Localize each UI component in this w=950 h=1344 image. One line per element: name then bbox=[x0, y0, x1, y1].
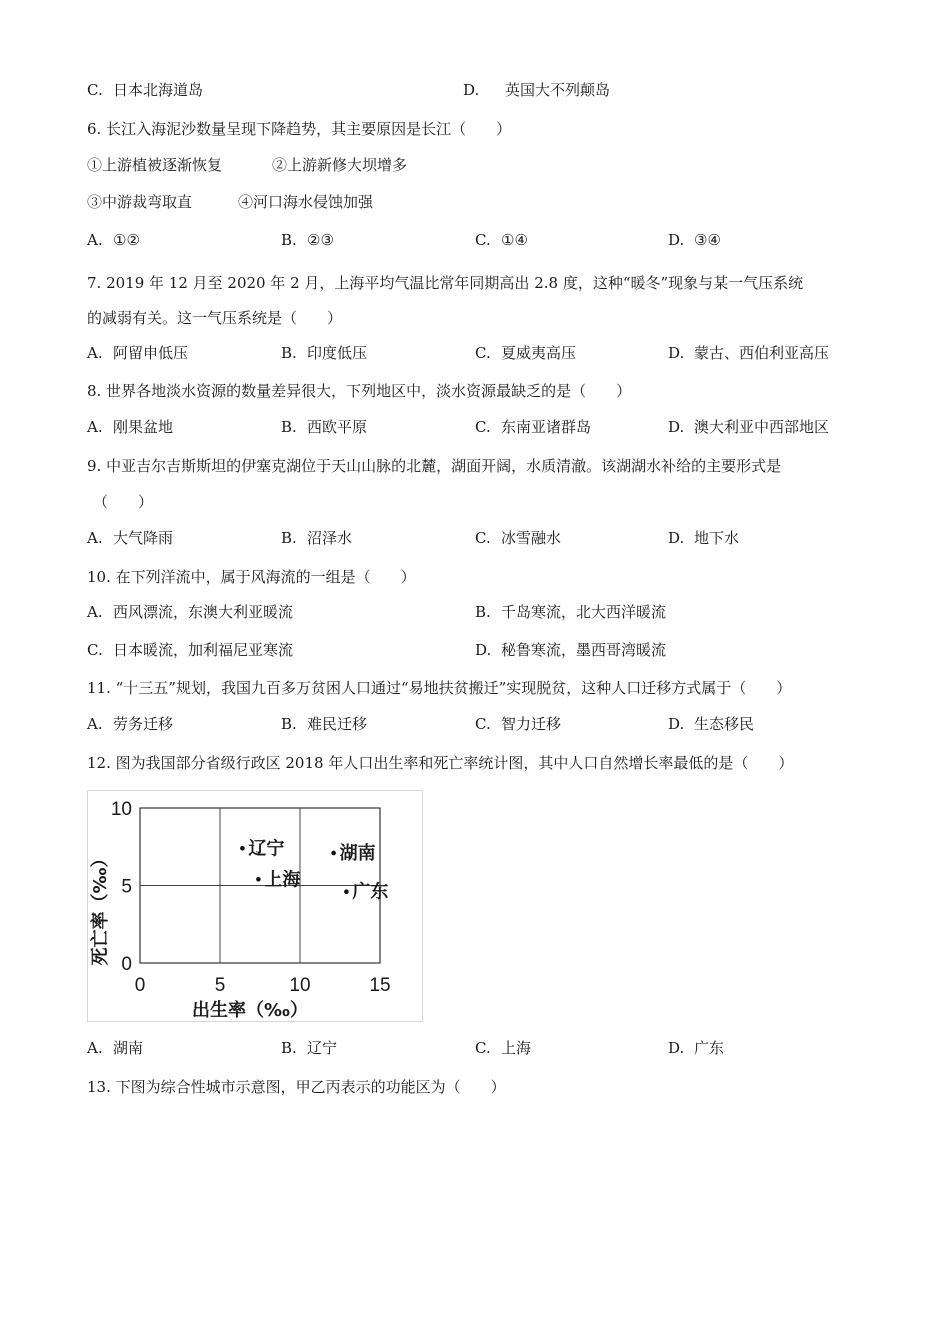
q10-option-a bbox=[87, 602, 293, 622]
q8-option-a bbox=[87, 417, 173, 437]
option-letter: A. bbox=[87, 603, 103, 621]
q9-option-a bbox=[87, 528, 173, 548]
q9-stem-line1: 9. 中亚吉尔吉斯斯坦的伊塞克湖位于天山山脉的北麓，湖面开阔，水质清澈。该湖湖水补给的主要形式是 bbox=[87, 457, 782, 475]
x-tick-label: 0 bbox=[134, 975, 146, 996]
q7-stem-line2: 的减弱有关。这一气压系统是（ ） bbox=[87, 309, 343, 327]
data-point bbox=[331, 851, 336, 856]
option-letter: D. bbox=[668, 1039, 685, 1057]
q8-option-d bbox=[668, 417, 829, 437]
option-text: 夏威夷高压 bbox=[501, 344, 577, 362]
q6-statement-2: ②上游新修大坝增多 bbox=[272, 156, 408, 174]
point-label: 湖南 bbox=[339, 842, 376, 864]
q10-option-c bbox=[87, 640, 293, 660]
q7-option-a bbox=[87, 343, 188, 363]
option-letter: C. bbox=[475, 1039, 491, 1057]
option-letter: C. bbox=[475, 529, 491, 547]
option-text: 地下水 bbox=[694, 529, 740, 547]
option-text: 千岛寒流，北大西洋暖流 bbox=[501, 603, 667, 621]
q8-option-b bbox=[281, 417, 367, 437]
option-text: 阿留申低压 bbox=[113, 344, 189, 362]
q6-option-b bbox=[281, 230, 334, 250]
option-letter: C. bbox=[475, 715, 491, 733]
q10-option-d bbox=[475, 640, 666, 660]
option-text: 沼泽水 bbox=[307, 529, 353, 547]
option-text: 辽宁 bbox=[307, 1039, 338, 1057]
option-letter: D. bbox=[668, 715, 685, 733]
option-letter: B. bbox=[281, 529, 297, 547]
q12-option-c bbox=[475, 1038, 531, 1058]
option-letter: C. bbox=[475, 418, 491, 436]
q6-option-d bbox=[668, 230, 721, 250]
q11-option-a bbox=[87, 714, 173, 734]
option-text: 广东 bbox=[694, 1039, 725, 1057]
q9-option-d bbox=[668, 528, 739, 548]
option-letter: A. bbox=[87, 1039, 103, 1057]
option-text: 英国大不列颠岛 bbox=[505, 81, 611, 99]
option-letter: D. bbox=[668, 231, 685, 249]
option-letter: A. bbox=[87, 231, 103, 249]
option-text: 日本北海道岛 bbox=[113, 81, 204, 99]
chart-svg bbox=[88, 791, 422, 1021]
x-tick-label: 5 bbox=[214, 975, 226, 996]
q8-stem: 8. 世界各地淡水资源的数量差异很大，下列地区中，淡水资源最缺乏的是（ ） bbox=[87, 382, 632, 400]
data-point bbox=[344, 889, 349, 894]
option-text: 湖南 bbox=[113, 1039, 144, 1057]
option-letter: C. bbox=[475, 344, 491, 362]
y-tick-label: 5 bbox=[121, 876, 132, 898]
q9-option-c bbox=[475, 528, 561, 548]
x-axis-title: 出生率（‰） bbox=[192, 1000, 308, 1021]
birth-death-rate-chart bbox=[87, 790, 423, 1022]
option-letter: B. bbox=[281, 344, 297, 362]
x-tick-label: 10 bbox=[289, 975, 311, 996]
q6-statement-3: ③中游裁弯取直 bbox=[87, 193, 193, 211]
option-text: 难民迁移 bbox=[307, 715, 368, 733]
q6-statement-4: ④河口海水侵蚀加强 bbox=[238, 193, 374, 211]
option-text: ③④ bbox=[694, 231, 721, 249]
option-letter: D. bbox=[668, 418, 685, 436]
q10-stem: 10. 在下列洋流中，属于风海流的一组是（ ） bbox=[87, 568, 416, 586]
option-text: 生态移民 bbox=[694, 715, 755, 733]
q12-option-a bbox=[87, 1038, 143, 1058]
q9-option-b bbox=[281, 528, 352, 548]
point-label: 上海 bbox=[264, 869, 301, 891]
option-letter: A. bbox=[87, 529, 103, 547]
option-letter: B. bbox=[281, 231, 297, 249]
option-text: 日本暖流，加利福尼亚寒流 bbox=[113, 641, 294, 659]
q8-option-c bbox=[475, 417, 591, 437]
option-text: 蒙古、西伯利亚高压 bbox=[694, 344, 830, 362]
q13-stem: 13. 下图为综合性城市示意图，甲乙丙表示的功能区为（ ） bbox=[87, 1078, 506, 1096]
option-letter: A. bbox=[87, 715, 103, 733]
point-label: 辽宁 bbox=[248, 838, 285, 860]
y-axis-title: 死亡率（‰） bbox=[90, 849, 111, 966]
option-letter: D. bbox=[463, 81, 480, 99]
option-letter: A. bbox=[87, 418, 103, 436]
q7-option-b bbox=[281, 343, 367, 363]
y-tick-label: 10 bbox=[110, 799, 132, 820]
data-point bbox=[240, 846, 245, 851]
q11-option-c bbox=[475, 714, 561, 734]
option-text: 西欧平原 bbox=[307, 418, 368, 436]
option-text: ①② bbox=[113, 231, 140, 249]
option-letter: B. bbox=[281, 418, 297, 436]
option-letter: C. bbox=[87, 81, 103, 99]
q12-option-b bbox=[281, 1038, 337, 1058]
q11-stem: 11. “十三五”规划，我国九百多万贫困人口通过“易地扶贫搬迁”实现脱贫，这种人口迁移方式属于（ ） bbox=[87, 679, 792, 697]
option-text: 印度低压 bbox=[307, 344, 368, 362]
option-text: 劳务迁移 bbox=[113, 715, 174, 733]
x-tick-label: 15 bbox=[369, 975, 391, 996]
q6-option-c bbox=[475, 230, 528, 250]
q10-option-b bbox=[475, 602, 666, 622]
option-letter: D. bbox=[668, 344, 685, 362]
option-text: 大气降雨 bbox=[113, 529, 174, 547]
option-letter: B. bbox=[281, 715, 297, 733]
q11-option-b bbox=[281, 714, 367, 734]
q12-option-d bbox=[668, 1038, 724, 1058]
q6-statement-1: ①上游植被逐渐恢复 bbox=[87, 156, 223, 174]
option-text: ②③ bbox=[307, 231, 334, 249]
option-text: ①④ bbox=[501, 231, 528, 249]
y-tick-label: 0 bbox=[121, 954, 132, 975]
option-text: 上海 bbox=[501, 1039, 532, 1057]
option-text: 西风漂流，东澳大利亚暖流 bbox=[113, 603, 294, 621]
q5-option-c bbox=[87, 80, 203, 100]
point-label: 广东 bbox=[352, 881, 389, 903]
q9-stem-line2: （ ） bbox=[93, 493, 154, 511]
q7-stem-line1: 7. 2019 年 12 月至 2020 年 2 月，上海平均气温比常年同期高出 2.8 度，这种“暖冬”现象与某一气压系统 bbox=[87, 274, 804, 292]
option-letter: B. bbox=[475, 603, 491, 621]
data-point bbox=[256, 877, 261, 882]
q11-option-d bbox=[668, 714, 754, 734]
option-text: 东南亚诸群岛 bbox=[501, 418, 592, 436]
option-text: 刚果盆地 bbox=[113, 418, 174, 436]
option-letter: B. bbox=[281, 1039, 297, 1057]
option-letter: D. bbox=[668, 529, 685, 547]
q12-stem: 12. 图为我国部分省级行政区 2018 年人口出生率和死亡率统计图，其中人口自然增长率最低的是（ ） bbox=[87, 754, 794, 772]
option-letter: D. bbox=[475, 641, 492, 659]
option-text: 智力迁移 bbox=[501, 715, 562, 733]
option-letter: A. bbox=[87, 344, 103, 362]
q5-option-d bbox=[463, 80, 610, 100]
option-text: 澳大利亚中西部地区 bbox=[694, 418, 830, 436]
q7-option-c bbox=[475, 343, 576, 363]
option-letter: C. bbox=[475, 231, 491, 249]
option-text: 秘鲁寒流，墨西哥湾暖流 bbox=[501, 641, 667, 659]
option-letter: C. bbox=[87, 641, 103, 659]
q7-option-d bbox=[668, 343, 829, 363]
q6-stem: 6. 长江入海泥沙数量呈现下降趋势，其主要原因是长江（ ） bbox=[87, 120, 512, 138]
q6-option-a bbox=[87, 230, 140, 250]
option-text: 冰雪融水 bbox=[501, 529, 562, 547]
